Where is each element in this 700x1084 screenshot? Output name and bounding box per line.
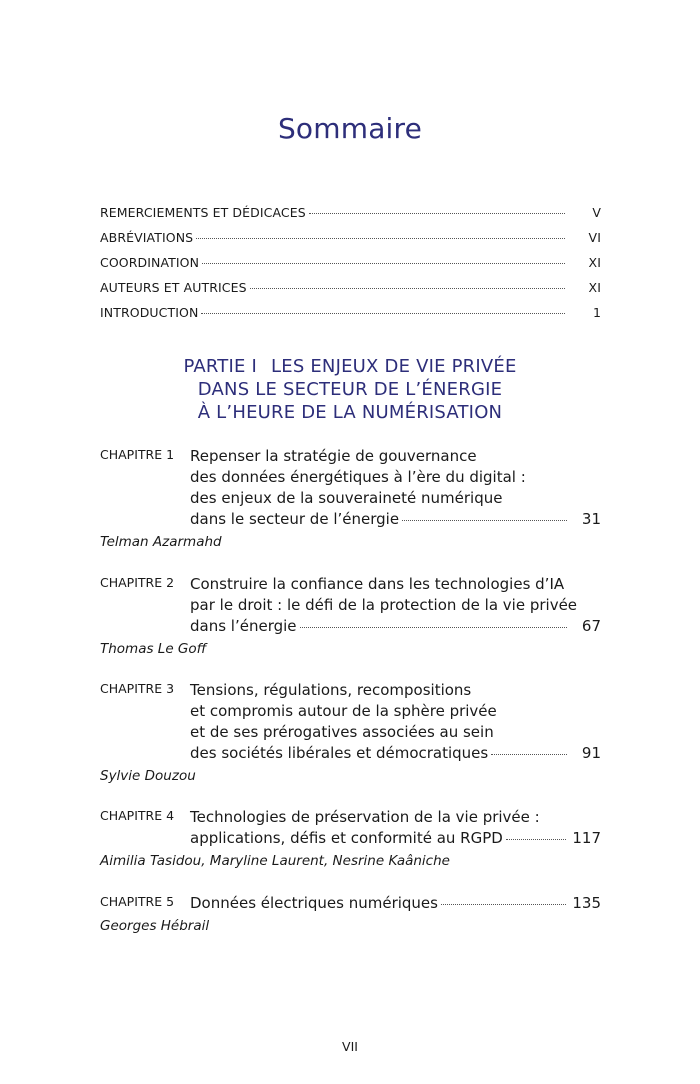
chapter-title-line: Repenser la stratégie de gouvernance	[190, 447, 477, 465]
chapter-authors: Telman Azarmahd	[100, 534, 222, 550]
chapter-title-line: applications, défis et conformité au RGPD	[190, 829, 503, 847]
chapter-authors: Thomas Le Goff	[100, 641, 207, 657]
chapter-label: CHAPITRE 1	[100, 447, 175, 462]
dot-leader	[250, 288, 565, 289]
chapter-page: 117	[572, 829, 601, 847]
chapter-title-line: Technologies de préservation de la vie privée :	[190, 808, 540, 826]
toc-entry-label: REMERCIEMENTS ET DÉDICACES	[100, 205, 306, 220]
toc-entry-auteurs[interactable]	[100, 280, 601, 295]
chapter-page: 67	[581, 617, 601, 635]
chapter-title-line: des enjeux de la souveraineté numérique	[190, 489, 503, 507]
chapter-title-line: Données électriques numériques	[190, 894, 438, 912]
toc-entry-page: XI	[588, 255, 601, 270]
dot-leader	[491, 754, 567, 755]
chapter-title-line: Tensions, régulations, recompositions	[190, 681, 472, 699]
page-number: VII	[342, 1039, 358, 1054]
chapter-page: 91	[581, 744, 601, 762]
toc-chapter-3[interactable]	[100, 680, 601, 784]
chapter-title-line: des sociétés libérales et démocratiques	[190, 744, 489, 762]
toc-chapter-4[interactable]	[100, 807, 601, 869]
toc-entry-abreviations[interactable]	[100, 230, 601, 245]
part-heading-line	[0, 355, 700, 378]
part-heading[interactable]	[0, 355, 700, 424]
chapter-authors: Georges Hébrail	[100, 918, 210, 934]
chapter-label: CHAPITRE 4	[100, 808, 175, 823]
chapter-title-line: par le droit : le défi de la protection de la vie privée	[190, 596, 578, 614]
chapter-title-line: dans l’énergie	[190, 617, 297, 635]
toc-entry-remerciements[interactable]	[100, 205, 601, 220]
toc-entry-introduction[interactable]	[100, 305, 601, 320]
part-number: PARTIE I	[183, 356, 258, 377]
chapter-label: CHAPITRE 2	[100, 575, 175, 590]
dot-leader	[309, 213, 565, 214]
part-title-line: LES ENJEUX DE VIE PRIVÉE	[271, 356, 517, 377]
toc-entry-label: COORDINATION	[100, 255, 200, 270]
part-title-line: À L’HEURE DE LA NUMÉRISATION	[197, 402, 503, 423]
page-title: Sommaire	[277, 112, 423, 145]
chapter-label: CHAPITRE 5	[100, 894, 175, 909]
toc-entry-label: ABRÉVIATIONS	[100, 230, 194, 245]
dot-leader	[201, 313, 565, 314]
chapter-authors: Sylvie Douzou	[100, 768, 196, 784]
dot-leader	[402, 520, 567, 521]
toc-entry-page: XI	[588, 280, 601, 295]
dot-leader	[300, 627, 567, 628]
chapter-title-line: et compromis autour de la sphère privée	[190, 702, 497, 720]
toc-entry-page: V	[592, 205, 601, 220]
toc-entry-page: VI	[588, 230, 601, 245]
dot-leader	[202, 263, 565, 264]
toc-entry-label: INTRODUCTION	[100, 305, 199, 320]
dot-leader	[441, 904, 566, 905]
toc-entry-page: 1	[592, 305, 601, 320]
chapter-authors: Aimilia Tasidou, Maryline Laurent, Nesrine Kaâniche	[100, 853, 450, 869]
toc-entry-label: AUTEURS ET AUTRICES	[100, 280, 247, 295]
toc-chapter-1[interactable]	[100, 446, 601, 550]
chapter-title-line: et de ses prérogatives associées au sein	[190, 723, 494, 741]
toc-chapter-2[interactable]	[100, 574, 601, 657]
chapter-title-line: dans le secteur de l’énergie	[190, 510, 400, 528]
toc-entry-coordination[interactable]	[100, 255, 601, 270]
chapter-title-line: Construire la confiance dans les technologies d’IA	[190, 575, 565, 593]
part-title-line: DANS LE SECTEUR DE L’ÉNERGIE	[197, 379, 503, 400]
chapter-page: 135	[572, 894, 601, 912]
toc-chapter-5[interactable]	[100, 893, 601, 934]
chapter-title-line: des données énergétiques à l’ère du digital :	[190, 468, 526, 486]
dot-leader	[506, 839, 567, 840]
chapter-label: CHAPITRE 3	[100, 681, 175, 696]
chapter-page: 31	[581, 510, 601, 528]
dot-leader	[196, 238, 565, 239]
